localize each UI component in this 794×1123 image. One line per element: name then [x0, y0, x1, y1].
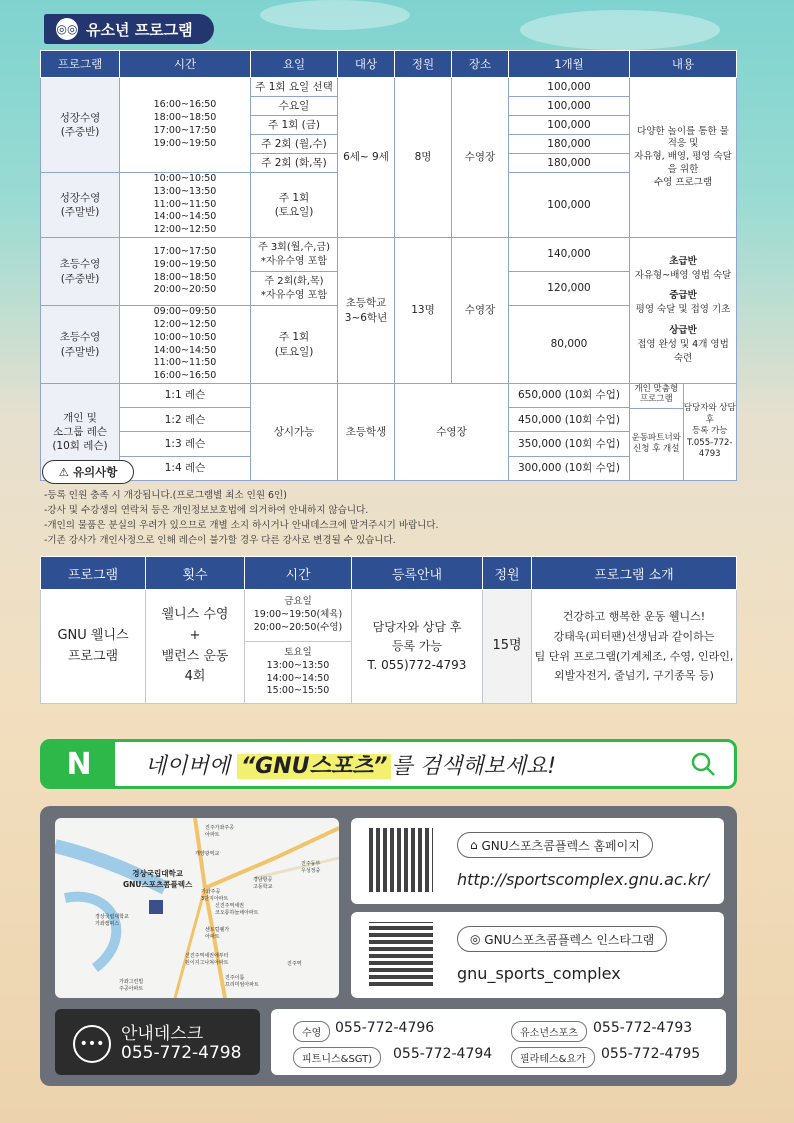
program-day: 주 1회 (토요일) — [251, 173, 338, 238]
program-name: 초등수영 (주중반) — [41, 238, 120, 306]
col-header: 시간 — [245, 557, 352, 590]
note-item: -개인의 물품은 분실의 우려가 있으므로 개별 소지 하시거나 안내데스크에 맡겨주시기 바랍니다. — [44, 520, 439, 531]
wellness-registration: 담당자와 상담 후 등록 가능 T. 055)772-4793 — [352, 590, 483, 704]
map-label: 센트럴웰가 아파트 — [205, 927, 230, 940]
homepage-card[interactable] — [351, 818, 724, 904]
program-capacity: 8명 — [395, 78, 452, 238]
program-day: 주 2회(화,목) *자유수영 포함 — [251, 272, 338, 306]
program-day: 주 2회 (화,목) — [251, 154, 338, 173]
program-place: 수영장 — [452, 238, 509, 384]
section-title: 유소년 프로그램 — [86, 20, 193, 39]
wellness-intro: 건강하고 행복한 운동 웰니스! 강태욱(피터팬)선생님과 같이하는 팀 단위 프로그램(기계체조, 수영, 인라인, 외발자전거, 줄넘기, 구기종목 등) — [532, 590, 737, 704]
col-header: 프로그램 — [41, 557, 146, 590]
program-fee: 450,000 (10회 수업) — [509, 408, 630, 432]
program-place: 수영장 — [452, 78, 509, 238]
search-icon[interactable] — [690, 751, 716, 777]
program-fee: 650,000 (10회 수업) — [509, 383, 630, 407]
desk-title: 안내데스크 — [121, 1024, 204, 1044]
info-desk — [55, 1009, 260, 1075]
phone-tag: 유소년스포츠 — [511, 1021, 587, 1042]
wellness-program-name: GNU 웰니스 프로그램 — [41, 590, 146, 704]
program-content: 다양한 놀이를 통한 물 적응 및 자유형, 배영, 평영 숙달을 위한 수영 프로그램 — [630, 78, 737, 238]
desk-phone[interactable]: 055-772-4798 — [121, 1043, 242, 1063]
note-item: -등록 인원 충족 시 개강됩니다.(프로그램별 최소 인원 6인) — [44, 490, 287, 501]
search-keyword: “GNU스포츠” — [237, 754, 391, 779]
youth-program-table — [40, 50, 737, 481]
program-target: 초등학교 3~6학년 — [338, 238, 395, 384]
instagram-card[interactable] — [351, 912, 724, 998]
lesson-type: 1:1 레슨 — [120, 383, 251, 407]
level-list — [630, 238, 737, 384]
lesson-note: 운동파트너와 신청 후 개설 — [631, 432, 681, 455]
homepage-url[interactable]: http://sportscomplex.gnu.ac.kr/ — [457, 870, 710, 889]
program-fee: 100,000 — [509, 78, 630, 97]
program-fee: 120,000 — [509, 272, 630, 306]
qr-code-icon[interactable] — [369, 922, 433, 986]
location-map — [55, 818, 339, 998]
phone-tag: 필라테스&요가 — [511, 1047, 595, 1068]
program-fee: 100,000 — [509, 173, 630, 238]
program-fee: 180,000 — [509, 135, 630, 154]
map-label: 신진주역세권에부터 된이지그나쳐아파트 — [185, 953, 229, 966]
home-icon: ⌂ — [470, 838, 482, 852]
phone-tag: 수영 — [293, 1021, 330, 1042]
level-name: 상급반 — [669, 324, 697, 336]
col-header: 프로그램 소개 — [532, 557, 737, 590]
lesson-type: 1:4 레슨 — [120, 456, 251, 480]
section-header — [44, 14, 214, 44]
program-day: 수요일 — [251, 97, 338, 116]
wellness-time: 토요일 13:00~13:50 14:00~14:50 15:00~15:50 — [245, 642, 352, 704]
phone-number[interactable]: 055-772-4796 — [335, 1020, 435, 1036]
program-name: 성장수영 (주중반) — [41, 78, 120, 173]
program-name: 초등수영 (주말반) — [41, 306, 120, 384]
phone-number[interactable]: 055-772-4794 — [393, 1046, 493, 1062]
col-header: 프로그램 — [41, 51, 120, 78]
col-header: 장소 — [452, 51, 509, 78]
col-header: 시간 — [120, 51, 251, 78]
map-campus-label: 경상국립대학교 GNU스포츠콤플렉스 — [123, 869, 193, 889]
map-label: 진주역 — [287, 961, 302, 967]
instagram-label-text: GNU스포츠콤플렉스 인스타그램 — [484, 932, 655, 947]
lesson-type: 1:2 레슨 — [120, 408, 251, 432]
lesson-note: 개인 맞춤형 프로그램 — [630, 384, 683, 409]
program-time: 16:00~16:50 18:00~18:50 17:00~17:50 19:00~19:50 — [120, 78, 251, 173]
lesson-type: 1:3 레슨 — [120, 432, 251, 456]
col-header: 정원 — [395, 51, 452, 78]
goggles-icon: ◎◎ — [56, 18, 78, 40]
program-target: 초등학생 — [338, 383, 395, 480]
homepage-label — [457, 832, 653, 858]
program-fee: 350,000 (10회 수업) — [509, 432, 630, 456]
headset-icon: ••• — [73, 1025, 111, 1063]
notes-title: 유의사항 — [72, 465, 118, 479]
program-place: 수영장 — [395, 383, 509, 480]
instagram-label — [457, 926, 667, 952]
col-header: 등록안내 — [352, 557, 483, 590]
naver-search-text — [145, 749, 690, 780]
program-fee: 100,000 — [509, 97, 630, 116]
program-fee: 80,000 — [509, 306, 630, 384]
note-item: -기존 강사가 개인사정으로 인해 레슨이 불가할 경우 다른 강사로 변경될 수 있습니다. — [44, 535, 396, 546]
program-day: 주 1회 요일 선택 — [251, 78, 338, 97]
phone-tag: 피트니스&SGT) — [293, 1047, 381, 1068]
level-name: 중급반 — [669, 290, 697, 302]
map-roads — [55, 818, 339, 998]
level-desc: 접영 완성 및 4개 영법 숙련 — [637, 338, 729, 365]
col-header: 요일 — [251, 51, 338, 78]
instagram-icon: ◎ — [470, 932, 485, 946]
program-fee: 300,000 (10회 수업) — [509, 456, 630, 480]
naver-search-banner[interactable] — [40, 739, 737, 789]
wellness-time: 금요일 19:00~19:50(체육) 20:00~20:50(수영) — [245, 590, 352, 642]
col-header: 내용 — [630, 51, 737, 78]
wellness-program-table — [40, 556, 737, 704]
col-header: 1개월 — [509, 51, 630, 78]
program-name: 개인 및 소그룹 레슨 (10회 레슨) — [41, 383, 120, 480]
program-time: 17:00~17:50 19:00~19:50 18:00~18:50 20:00~20:50 — [120, 238, 251, 306]
level-name: 초급반 — [669, 255, 697, 267]
notes-header — [42, 460, 134, 484]
map-label: 진주가좌주공 아파트 — [205, 825, 234, 838]
program-day: 주 1회 (토요일) — [251, 306, 338, 384]
map-label: 개양광역교 — [195, 851, 220, 857]
instagram-id[interactable]: gnu_sports_complex — [457, 964, 621, 983]
building-icon — [149, 900, 163, 914]
lesson-note: 담당자와 상담 후 등록 가능 T.055-772- 4793 — [683, 403, 736, 460]
program-capacity: 13명 — [395, 238, 452, 384]
search-text-pre: 네이버에 — [145, 753, 238, 779]
program-day: 상시가능 — [251, 383, 338, 480]
col-header: 정원 — [483, 557, 532, 590]
program-day: 주 2회 (월,수) — [251, 135, 338, 154]
program-time: 10:00~10:50 13:00~13:50 11:00~11:50 14:00~14:50 12:00~12:50 — [120, 173, 251, 238]
map-label: 경남항공 고등학교 — [253, 877, 273, 890]
search-text-post: 를 검색해보세요! — [391, 753, 557, 779]
wellness-capacity: 15명 — [483, 590, 532, 704]
phone-number[interactable]: 055-772-4795 — [601, 1046, 701, 1062]
phone-directory — [271, 1009, 726, 1075]
program-fee: 100,000 — [509, 116, 630, 135]
level-desc: 자유형~배영 영법 숙달 — [634, 269, 732, 281]
warning-icon: ⚠ — [58, 465, 73, 479]
map-label: 신진주역세권 코오롱하늘채아파트 — [215, 903, 259, 916]
program-name: 성장수영 (주말반) — [41, 173, 120, 238]
map-label: 진주이룸 프리미엄아파트 — [225, 975, 259, 988]
program-day: 주 1회 (금) — [251, 116, 338, 135]
level-desc: 평영 숙달 및 접영 기초 — [635, 304, 731, 316]
program-time: 09:00~09:50 12:00~12:50 10:00~10:50 14:00~14:50 11:00~11:50 16:00~16:50 — [120, 306, 251, 384]
naver-logo: N — [43, 742, 115, 786]
map-label: 가좌그린빌 주공아파트 — [119, 979, 144, 992]
map-label: 진주동부 우성정중 — [301, 861, 321, 874]
wellness-count: 웰니스 수영 + 밸런스 운동 4회 — [146, 590, 245, 704]
water-highlight — [260, 0, 410, 30]
program-fee: 140,000 — [509, 238, 630, 272]
map-label: 경상국립대학교 가좌캠퍼스 — [95, 914, 129, 927]
program-fee: 180,000 — [509, 154, 630, 173]
map-label: 가좌주공 3단지아파트 — [201, 889, 229, 902]
note-item: -강사 및 수강생의 연락처 등은 개인정보보호법에 의거하여 안내하지 않습니다. — [44, 505, 369, 516]
program-target: 6세~ 9세 — [338, 78, 395, 238]
phone-number[interactable]: 055-772-4793 — [593, 1020, 693, 1036]
col-header: 횟수 — [146, 557, 245, 590]
water-highlight — [520, 10, 720, 50]
col-header: 대상 — [338, 51, 395, 78]
homepage-label-text: GNU스포츠콤플렉스 홈페이지 — [481, 838, 640, 853]
program-day: 주 3회(월,수,금) *자유수영 포함 — [251, 238, 338, 272]
notes-list — [44, 488, 439, 548]
lesson-content — [630, 383, 737, 480]
qr-code-icon[interactable] — [369, 828, 433, 892]
